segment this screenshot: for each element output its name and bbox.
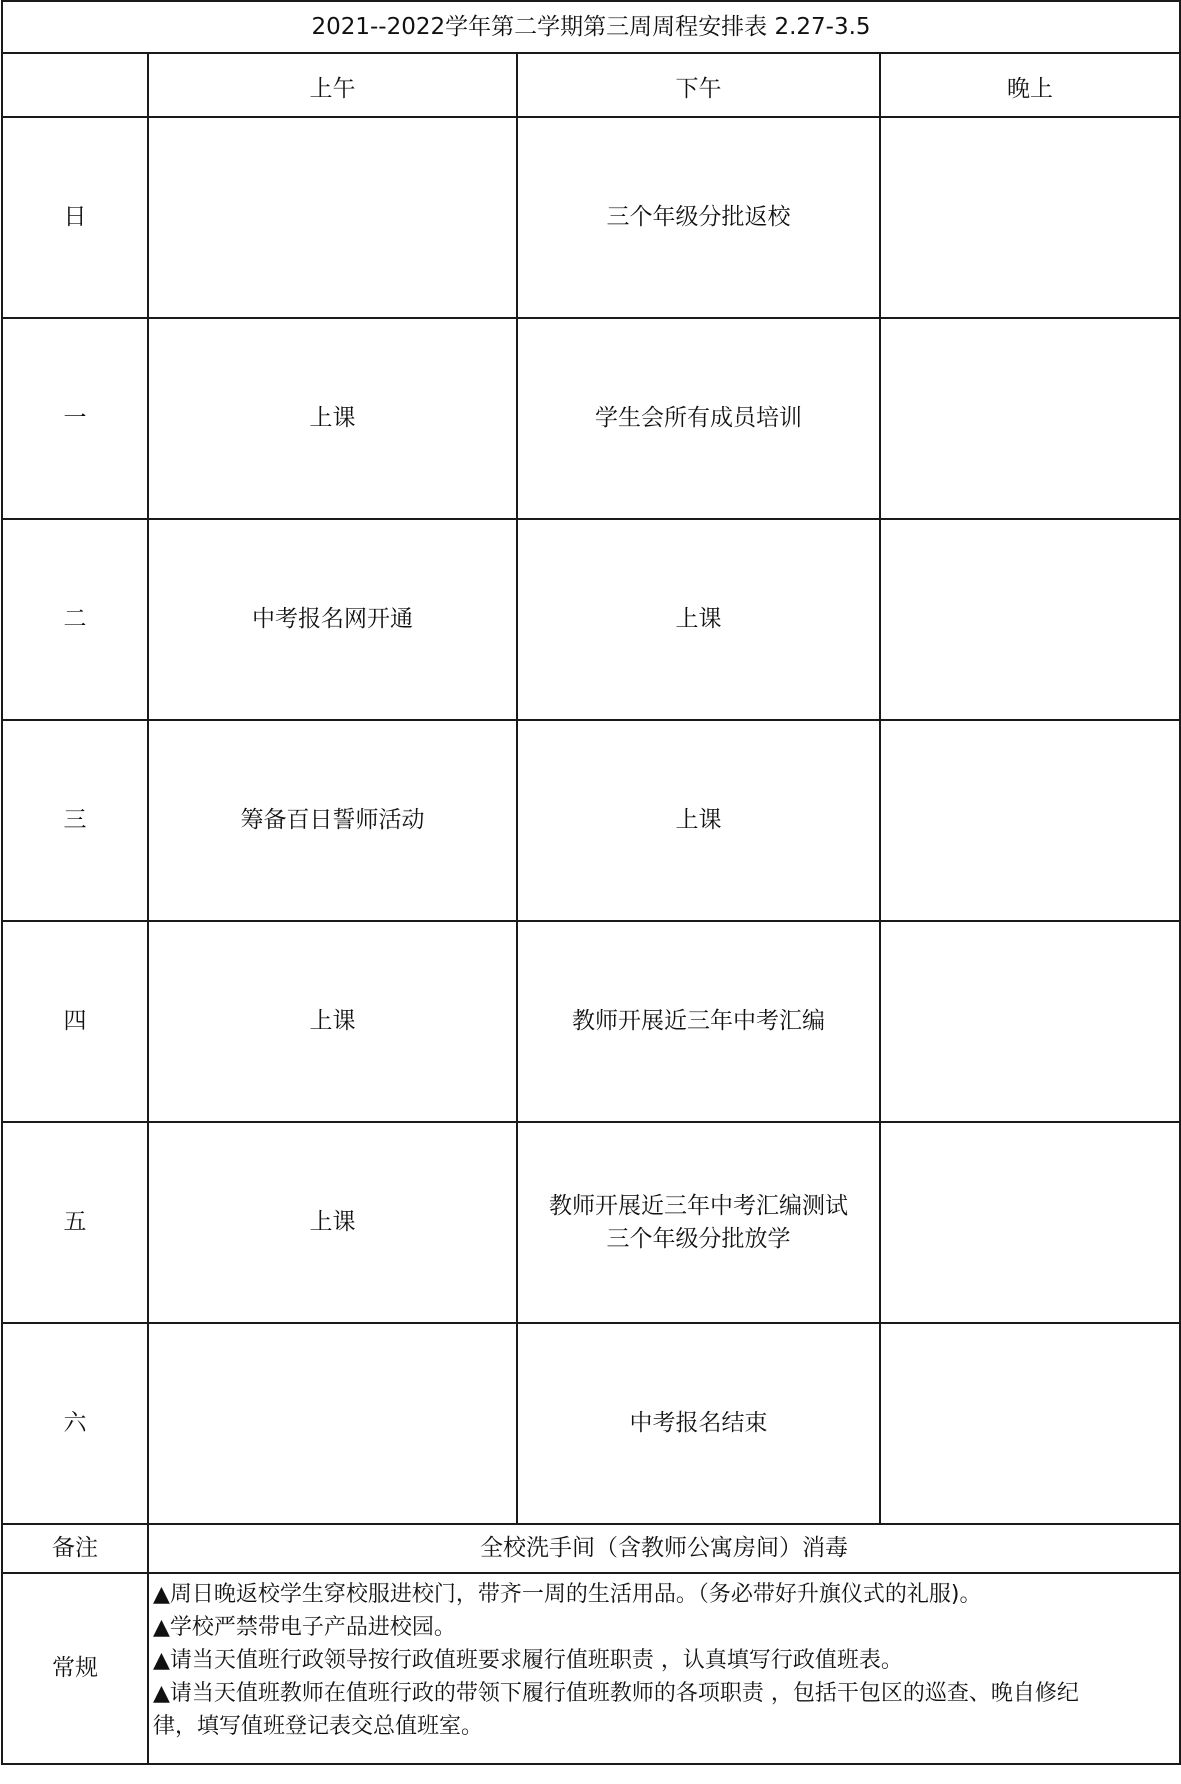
weekly-schedule-table: [1, 0, 1181, 1765]
evening-cell: [880, 1122, 1180, 1323]
rule-line: 律，填写值班登记表交总值班室。: [153, 1714, 484, 1739]
afternoon-cell: 中考报名结束: [517, 1323, 880, 1524]
schedule-title: 2021--2022学年第二学期第三周周程安排表 2.27-3.5: [2, 1, 1180, 53]
column-header-morning: 上午: [148, 53, 517, 117]
rule-line: ▲请当天值班行政领导按行政值班要求履行值班职责 ，认真填写行政值班表。: [153, 1648, 903, 1673]
day-row-tuesday: [2, 519, 1180, 720]
evening-cell: [880, 519, 1180, 720]
afternoon-cell: 三个年级分批返校: [517, 117, 880, 318]
day-label: 一: [2, 318, 148, 519]
evening-cell: [880, 117, 1180, 318]
morning-cell: 筹备百日誓师活动: [148, 720, 517, 921]
morning-cell: 上课: [148, 1122, 517, 1323]
evening-cell: [880, 921, 1180, 1122]
afternoon-cell: 上课: [517, 519, 880, 720]
morning-cell: 上课: [148, 318, 517, 519]
evening-cell: [880, 1323, 1180, 1524]
day-row-friday: [2, 1122, 1180, 1323]
day-label: 二: [2, 519, 148, 720]
corner-header-cell: [2, 53, 148, 117]
notes-text: 全校洗手间（含教师公寓房间）消毒: [148, 1524, 1180, 1573]
day-label: 三: [2, 720, 148, 921]
day-row-sunday: [2, 117, 1180, 318]
rule-line: ▲请当天值班教师在值班行政的带领下履行值班教师的各项职责 ，包括干包区的巡查、晚自修纪: [153, 1681, 1079, 1706]
day-label: 日: [2, 117, 148, 318]
day-row-wednesday: [2, 720, 1180, 921]
evening-cell: [880, 318, 1180, 519]
afternoon-cell: 教师开展近三年中考汇编测试 三个年级分批放学: [517, 1122, 880, 1323]
rules-text: [148, 1573, 1180, 1764]
afternoon-cell: 上课: [517, 720, 880, 921]
morning-cell: 中考报名网开通: [148, 519, 517, 720]
rules-label: 常规: [2, 1573, 148, 1764]
day-label: 五: [2, 1122, 148, 1323]
afternoon-cell: 学生会所有成员培训: [517, 318, 880, 519]
rules-row: [2, 1573, 1180, 1764]
rule-line: ▲学校严禁带电子产品进校园。: [153, 1615, 456, 1640]
day-label: 六: [2, 1323, 148, 1524]
day-label: 四: [2, 921, 148, 1122]
notes-label: 备注: [2, 1524, 148, 1573]
column-header-afternoon: 下午: [517, 53, 880, 117]
morning-cell: 上课: [148, 921, 517, 1122]
evening-cell: [880, 720, 1180, 921]
day-row-thursday: [2, 921, 1180, 1122]
day-row-saturday: [2, 1323, 1180, 1524]
column-header-evening: 晚上: [880, 53, 1180, 117]
notes-row: [2, 1524, 1180, 1573]
day-row-monday: [2, 318, 1180, 519]
morning-cell: [148, 1323, 517, 1524]
morning-cell: [148, 117, 517, 318]
afternoon-cell: 教师开展近三年中考汇编: [517, 921, 880, 1122]
rule-line: ▲周日晚返校学生穿校服进校门，带齐一周的生活用品。（务必带好升旗仪式的礼服)。: [153, 1582, 982, 1607]
